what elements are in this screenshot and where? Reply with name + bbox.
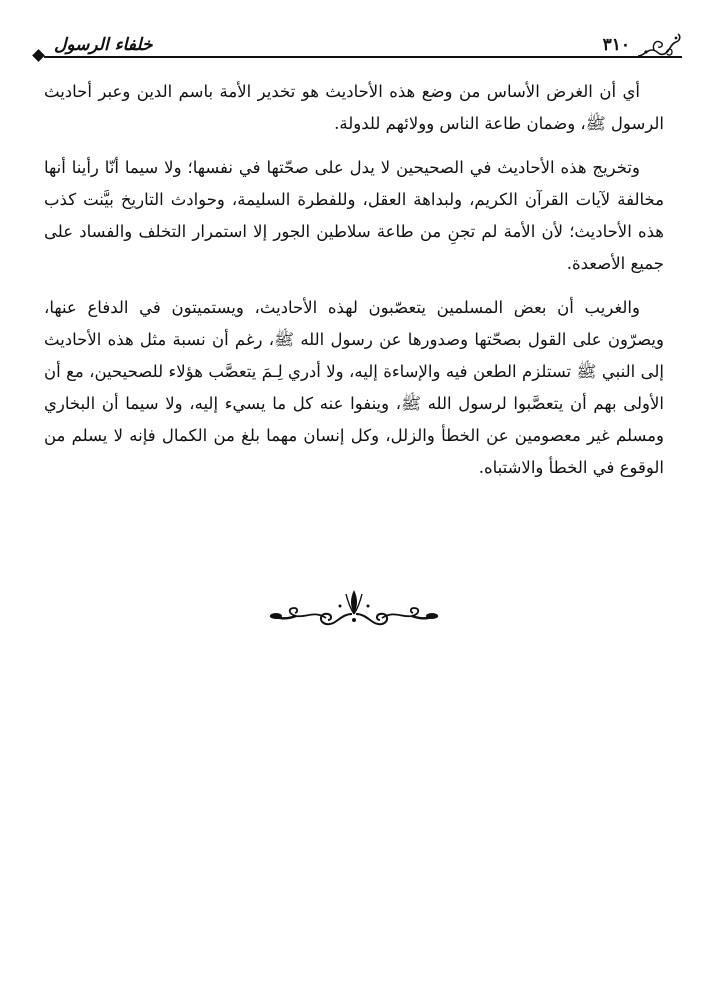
page-number: ٣١٠	[599, 34, 634, 56]
floral-divider-ornament-icon	[266, 584, 442, 634]
book-title: خلفاء الرسول	[50, 34, 157, 56]
paragraph-1: أي أن الغرض الأساس من وضع هذه الأحاديث هو تخدير الأمة باسم الدين وعبر أحاديث الرسول ﷺ، وضمان طاعة الناس وولائهم للدولة.	[44, 82, 664, 133]
header-rule	[44, 56, 682, 58]
page-header	[28, 30, 682, 72]
floral-corner-ornament-icon	[636, 32, 682, 60]
paragraph-2: وتخريج هذه الأحاديث في الصحيحين لا يدل على صحّتها في نفسها؛ ولا سيما أنّا رأينا أنها مخالفة لآيات القرآن الكريم، ولبداهة العقل، وللفطرة السليمة، وحوادث التاريخ بيَّنت كذب هذه الأحاديث؛ لأن الأمة لم تجنِ من طاعة سلاطين الجور إلا استمرار التخلف والفساد على جميع الأصعدة.	[44, 158, 664, 273]
diamond-marker-icon	[32, 49, 45, 62]
page-body	[44, 76, 664, 496]
paragraph-3: والغريب أن بعض المسلمين يتعصّبون لهذه الأحاديث، ويستميتون في الدفاع عنها، ويصرّون على القول بصحّتها وصدورها عن رسول الله ﷺ، رغم أن نسبة مثل هذه الأحاديث إلى النبي ﷺ تستلزم الطعن فيه والإساءة إليه، ولا أدري لِـمَ يتعصَّب هؤلاء للصحيحين، مع أن الأولى بهم أن يتعصَّبوا لرسول الله ﷺ، وينفوا عنه كل ما يسيء إليه، ولا سيما أن البخاري ومسلم غير معصومين عن الخطأ والزلل، وكل إنسان مهما بلغ من الكمال فإنه لا يسلم من الوقوع في الخطأ والاشتباه.	[44, 298, 664, 477]
